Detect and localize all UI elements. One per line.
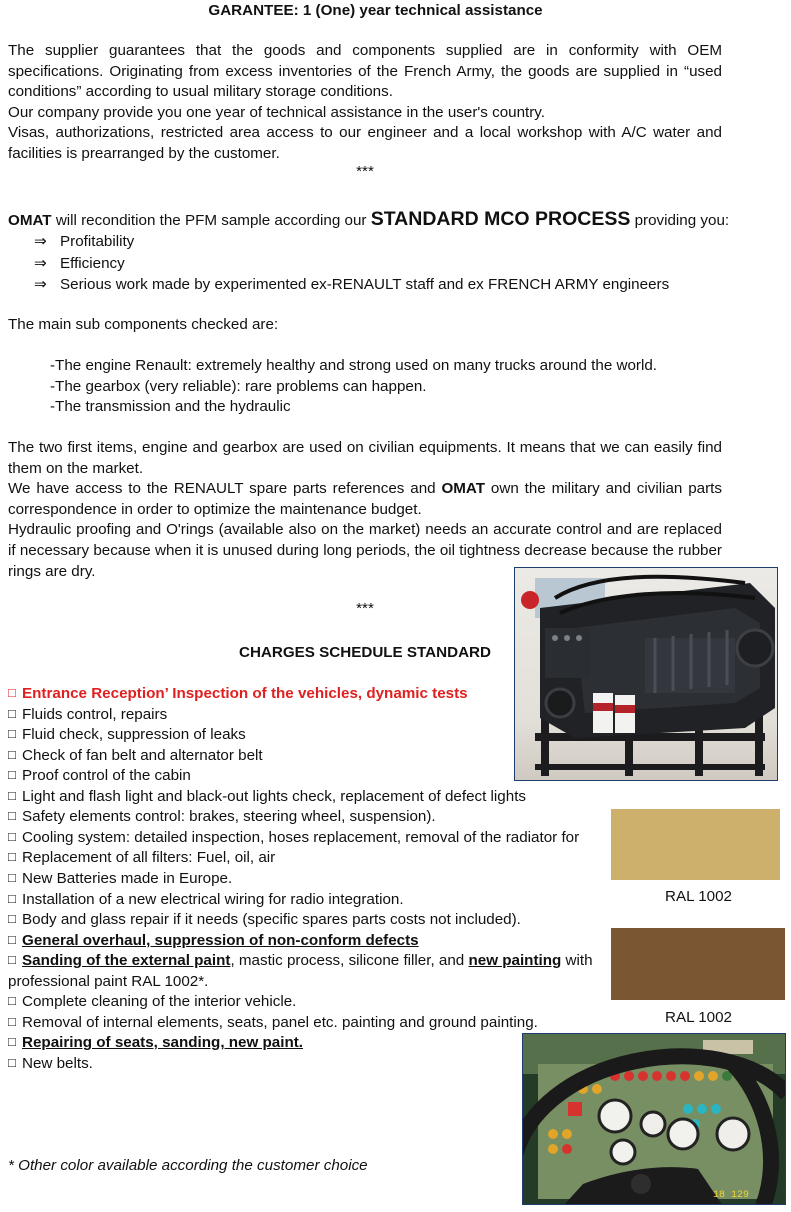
checklist-item: □ Cooling system: detailed inspection, hoses replacement, removal of the radiator for (8, 829, 580, 846)
separator-2: *** (356, 600, 374, 617)
checklist-item: □ Safety elements control: brakes, steering wheel, suspension). (8, 808, 436, 825)
omat-mid-text: will recondition the PFM sample according our (51, 212, 371, 229)
checklist-item: □ Light and flash light and black-out lights check, replacement of defect lights (8, 788, 527, 805)
assistance-line: Our company provide you one year of technical assistance in the user's country. (8, 103, 545, 121)
checklist-item: □ Removal of internal elements, seats, panel etc. painting and ground painting. (8, 1014, 538, 1031)
benefit-item (34, 231, 134, 252)
details-section (8, 438, 722, 582)
checklist-item: □ Check of fan belt and alternator belt (8, 747, 263, 764)
swatch-label: RAL 1002 (665, 1009, 732, 1026)
checkbox-icon: □ (8, 870, 16, 885)
dashboard-image (523, 1034, 786, 1205)
page-heading: GARANTEE: 1 (One) year technical assistance (208, 2, 543, 19)
guarantee-section (8, 41, 722, 165)
mco-process: STANDARD MCO PROCESS (370, 208, 631, 230)
subcomponent-item: -The transmission and the hydraulic (50, 398, 291, 415)
checkbox-icon: □ (8, 993, 16, 1008)
omat-brand: OMAT (8, 212, 52, 229)
subcomponent-item: -The gearbox (very reliable): rare problems can happen. (50, 378, 427, 395)
checkbox-icon: □ (8, 808, 16, 823)
color-swatch-brown (611, 928, 785, 1000)
schedule-title: CHARGES SCHEDULE STANDARD (238, 644, 491, 661)
hydraulic-paragraph: Hydraulic proofing and O'rings (available also on the market) needs an accurate control and are replaced if necessary because when it is unused during long periods, the oil tightness decrease because the rubber rings are dry. (8, 521, 722, 580)
arrow-icon: ⇒ (34, 255, 47, 272)
benefit-label: Efficiency (60, 255, 125, 272)
swatch-label: RAL 1002 (665, 888, 732, 905)
guarantee-paragraph: The supplier guarantees that the goods and components supplied are in conformity with OEM specifications. Originating from excess inventories of the French Army, the goods are supplied in “used conditions” according to usual military storage conditions. (8, 42, 722, 101)
checklist-item: □ New belts. (8, 1055, 93, 1072)
checklist-item: □ Fluid check, suppression of leaks (8, 726, 246, 743)
checkbox-icon: □ (8, 1014, 16, 1029)
visas-paragraph: Visas, authorizations, restricted area access to our engineer and a local workshop with A/C water and facilities is prearranged by the customer. (8, 124, 722, 162)
checkbox-icon: □ (8, 932, 16, 947)
benefit-item (34, 274, 669, 295)
checkbox-icon: □ (8, 706, 16, 721)
checkbox-icon: □ (8, 891, 16, 906)
access-paragraph: We have access to the RENAULT spare parts references and OMAT own the military and civilian parts correspondence in order to optimize the maintenance budget. (8, 480, 722, 518)
checklist-item-continued: professional paint RAL 1002*. (8, 973, 209, 990)
benefit-item (34, 253, 125, 274)
subcomponent-item: -The engine Renault: extremely healthy and strong used on many trucks around the world. (50, 357, 657, 374)
footnote: * Other color available according the customer choice (8, 1157, 368, 1174)
checklist-item: □ Repairing of seats, sanding, new paint. (8, 1034, 304, 1051)
checklist-item: □ Proof control of the cabin (8, 767, 191, 784)
benefit-label: Serious work made by experimented ex-RENAULT staff and ex FRENCH ARMY engineers (60, 276, 670, 293)
checkbox-icon: □ (8, 726, 16, 741)
color-swatch-beige (611, 809, 780, 880)
checklist-item: □ Installation of a new electrical wiring for radio integration. (8, 891, 404, 908)
omat-brand: OMAT (441, 480, 486, 498)
arrow-icon: ⇒ (34, 276, 47, 293)
checkbox-icon: □ (8, 849, 16, 864)
checklist-item: □ Fluids control, repairs (8, 706, 168, 723)
checkbox-icon: □ (8, 788, 16, 803)
checklist-item: □ New Batteries made in Europe. (8, 870, 233, 887)
checklist-item: □ Sanding of the external paint, mastic process, silicone filler, and new painting with (8, 952, 593, 969)
separator-1: *** (356, 163, 374, 180)
checkbox-icon: □ (8, 952, 16, 967)
checkbox-icon: □ (8, 829, 16, 844)
checklist-item: □ Complete cleaning of the interior vehicle. (8, 993, 297, 1010)
checkbox-icon: □ (8, 767, 16, 782)
checkbox-icon: □ (8, 911, 16, 926)
photo-timestamp: 18 129 (713, 1190, 750, 1201)
checkbox-icon: □ (8, 685, 16, 700)
checklist-item: □ Entrance Reception’ Inspection of the vehicles, dynamic tests (8, 685, 468, 702)
checklist-item: □ Replacement of all filters: Fuel, oil, air (8, 849, 276, 866)
checkbox-icon: □ (8, 1055, 16, 1070)
checkbox-icon: □ (8, 1034, 16, 1049)
checklist-item: □ Body and glass repair if it needs (specific spares parts costs not included). (8, 911, 521, 928)
arrow-icon: ⇒ (34, 233, 47, 250)
omat-end-text: providing you: (630, 212, 730, 229)
subcomponents-intro: The main sub components checked are: (8, 316, 279, 333)
dashboard-photo (522, 1033, 786, 1205)
checklist-item: □ General overhaul, suppression of non-conform defects (8, 932, 419, 949)
omat-intro (8, 207, 729, 233)
checkbox-icon: □ (8, 747, 16, 762)
benefit-label: Profitability (60, 233, 135, 250)
civilian-paragraph: The two first items, engine and gearbox are used on civilian equipments. It means that we can easily find them on the market. (8, 439, 722, 477)
